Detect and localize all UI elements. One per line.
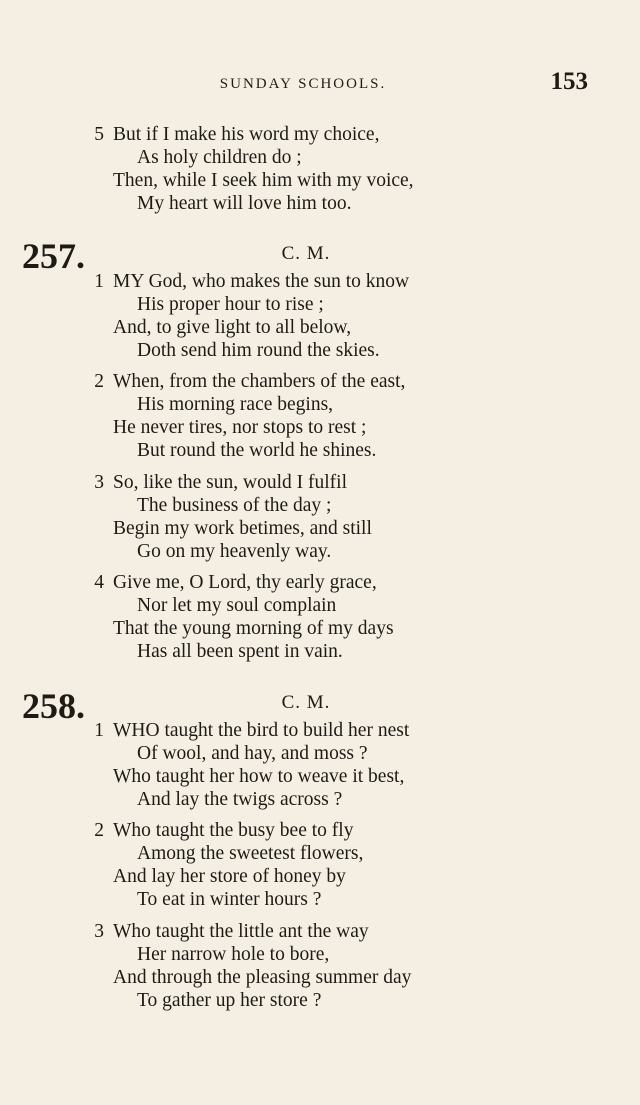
verse-line: Who taught her how to weave it best, <box>113 766 405 787</box>
verse-line: MY God, who makes the sun to know <box>113 271 410 292</box>
verse-number: 1 <box>94 271 104 292</box>
verse-line: Her narrow hole to bore, <box>137 944 330 965</box>
verse-line: And, to give light to all below, <box>113 317 352 338</box>
verse-number: 3 <box>94 472 104 493</box>
hymn-257-verse-1 <box>0 270 640 362</box>
verse-number: 2 <box>94 371 104 392</box>
verse-number: 2 <box>94 820 104 841</box>
verse-line: That the young morning of my days <box>113 618 394 639</box>
hymn-257-verse-2 <box>0 370 640 462</box>
verse-line: To eat in winter hours ? <box>137 889 322 910</box>
verse-line: And lay her store of honey by <box>113 866 346 887</box>
verse-number: 3 <box>94 921 104 942</box>
verse-line: As holy children do ; <box>137 147 302 168</box>
verse-number: 5 <box>94 124 104 145</box>
hymn-number-258: 258. <box>22 686 85 726</box>
verse-line: Who taught the busy bee to fly <box>113 820 354 841</box>
verse-number: 1 <box>94 720 104 741</box>
running-title: SUNDAY SCHOOLS. <box>219 76 387 92</box>
verse-line: My heart will love him too. <box>137 193 352 214</box>
verse-line: His proper hour to rise ; <box>137 294 324 315</box>
verse-line: Doth send him round the skies. <box>137 340 380 361</box>
hymn-258-verse-3 <box>0 920 640 1012</box>
verse-line: Go on my heavenly way. <box>137 541 332 562</box>
verse-line: Then, while I seek him with my voice, <box>113 170 414 191</box>
verse-line: So, like the sun, would I fulfil <box>113 472 347 493</box>
hymn-257-verse-3 <box>0 471 640 563</box>
verse-line: He never tires, nor stops to rest ; <box>113 417 367 438</box>
verse-continuation-5 <box>0 123 640 215</box>
hymn-meter-258: C. M. <box>281 692 331 713</box>
verse-line: But if I make his word my choice, <box>113 124 380 145</box>
verse-line: Nor let my soul complain <box>137 595 337 616</box>
verse-line: And lay the twigs across ? <box>137 789 343 810</box>
hymn-number-257: 257. <box>22 236 85 276</box>
verse-line: Of wool, and hay, and moss ? <box>137 743 368 764</box>
page-number: 153 <box>550 68 588 95</box>
hymn-meter-257: C. M. <box>281 243 331 264</box>
verse-line: When, from the chambers of the east, <box>113 371 406 392</box>
hymn-257-verse-4 <box>0 571 640 663</box>
verse-line: The business of the day ; <box>137 495 332 516</box>
hymn-258-verse-1 <box>0 719 640 811</box>
verse-line: Give me, O Lord, thy early grace, <box>113 572 377 593</box>
verse-line: Among the sweetest flowers, <box>137 843 364 864</box>
verse-line: Begin my work betimes, and still <box>113 518 372 539</box>
verse-line: To gather up her store ? <box>137 990 322 1011</box>
hymn-258-verse-2 <box>0 819 640 911</box>
verse-line: His morning race begins, <box>137 394 334 415</box>
verse-number: 4 <box>94 572 104 593</box>
verse-line: And through the pleasing summer day <box>113 967 412 988</box>
verse-line: WHO taught the bird to build her nest <box>113 720 410 741</box>
verse-line: Has all been spent in vain. <box>137 641 343 662</box>
verse-line: Who taught the little ant the way <box>113 921 369 942</box>
verse-line: But round the world he shines. <box>137 440 377 461</box>
